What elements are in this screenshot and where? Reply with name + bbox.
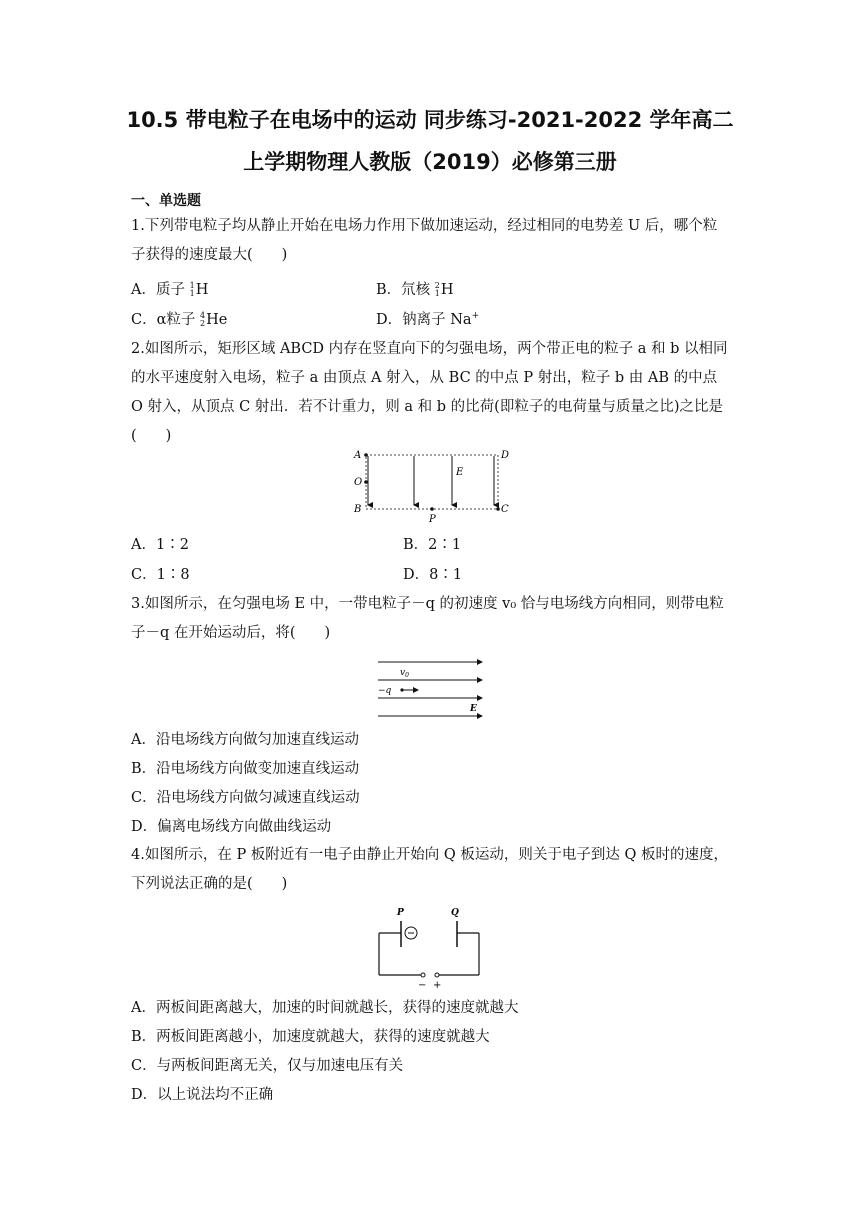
label-o: O	[354, 477, 363, 488]
q1-option-d: D．钠离子 Na+	[376, 311, 480, 328]
q2-option-c: C．1∶8	[131, 567, 190, 583]
title-line-1: 10.5 带电粒子在电场中的运动 同步练习-2021-2022 学年高二	[126, 108, 734, 132]
q4-stem: 4.如图所示，在 P 板附近有一电子由静止开始向 Q 板运动，则关于电子到达 Q 板时的速度，下列说法正确的是( )	[131, 847, 729, 892]
section-heading: 一、单选题	[131, 193, 201, 209]
q2-stem: 2.如图所示，矩形区域 ABCD 内存在竖直向下的匀强电场，两个带正电的粒子 a 和 b 以相同的水平速度射入电场，粒子 a 由顶点 A 射入，从 BC 的中点 P 射出，粒子 b 由 AB 的中点 O 射入，从顶点 C 射出．若不计重力，则 a 和 b 的比荷(即粒子的电荷量与质量之比)之比是( )	[131, 341, 728, 444]
label-p: P	[429, 514, 436, 525]
q1-option-b: B．氘核 2 1H	[376, 281, 454, 298]
q2-figure	[348, 447, 516, 525]
q3-option-d: D．偏离电场线方向做曲线运动	[131, 819, 332, 835]
q1-option-a: A．质子 1 1H	[131, 281, 209, 298]
label-c: C	[501, 504, 509, 515]
q4-option-c: C．与两板间距离无关，仅与加速电压有关	[131, 1058, 404, 1074]
q4-option-a: A．两板间距离越大，加速的时间就越长，获得的速度就越大	[131, 1000, 519, 1016]
q3-stem: 3.如图所示，在匀强电场 E 中，一带电粒子－q 的初速度 v₀ 恰与电场线方向相同，则带电粒子－q 在开始运动后，将( )	[131, 596, 724, 641]
q3-option-c: C．沿电场线方向做匀减速直线运动	[131, 790, 360, 806]
label-minus: −	[418, 980, 427, 989]
label-plus: +	[433, 980, 442, 989]
label-e: E	[456, 467, 464, 478]
q2-option-a: A．1∶2	[131, 537, 189, 553]
q3-option-b: B．沿电场线方向做变加速直线运动	[131, 761, 360, 777]
q2-option-d: D．8∶1	[403, 567, 463, 583]
q2-option-b: B．2∶1	[403, 537, 462, 553]
label-p: P	[397, 908, 404, 918]
label-b: B	[354, 504, 362, 515]
label-v0: $v_0$	[400, 668, 409, 679]
q3-figure	[374, 656, 486, 720]
label-a: A	[354, 450, 362, 461]
title-line-2: 上学期物理人教版（2019）必修第三册	[243, 150, 617, 174]
label-q: −q	[378, 686, 392, 696]
q4-option-d: D．以上说法均不正确	[131, 1087, 274, 1103]
q4-option-b: B．两板间距离越小，加速度就越大，获得的速度就越大	[131, 1029, 490, 1045]
label-d: D	[501, 450, 510, 461]
q1-stem: 1.下列带电粒子均从静止开始在电场力作用下做加速运动，经过相同的电势差 U 后，哪个粒子获得的速度最大( )	[131, 218, 718, 263]
label-q: Q	[451, 908, 459, 918]
q1-option-c: C．α粒子 4 2He	[131, 311, 228, 328]
q3-option-a: A．沿电场线方向做匀加速直线运动	[131, 732, 359, 748]
label-e: E	[470, 704, 477, 714]
q4-figure	[373, 903, 485, 989]
